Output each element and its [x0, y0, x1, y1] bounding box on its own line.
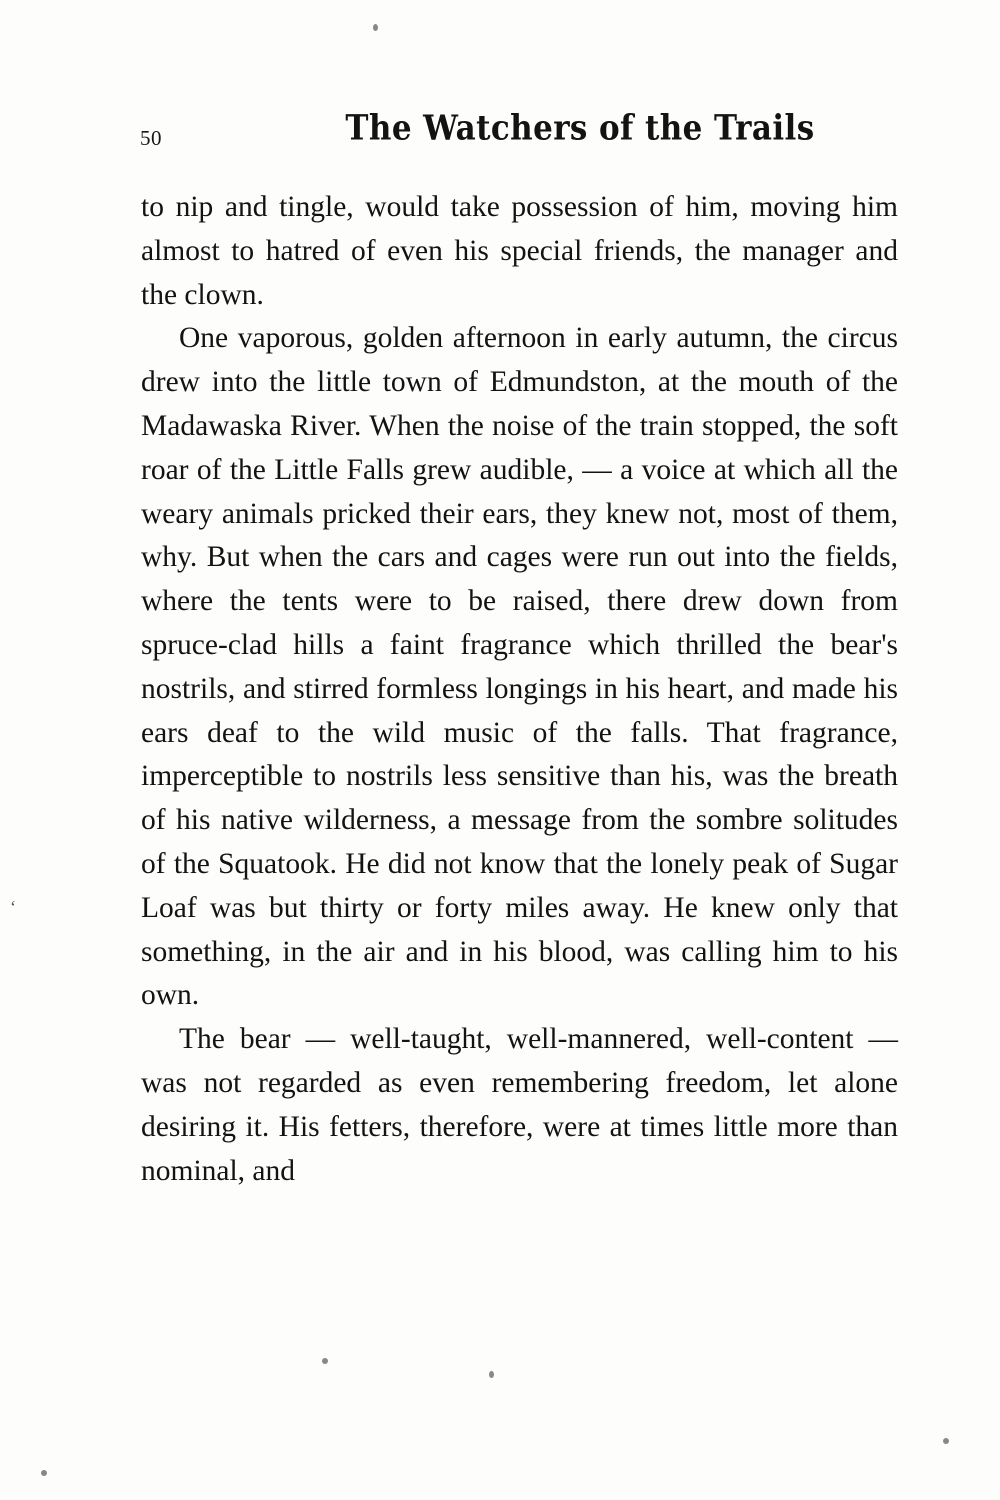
page-header [140, 108, 900, 154]
margin-mark: ‘ [10, 897, 16, 917]
running-title: The Watchers of the Trails [345, 108, 815, 149]
paragraph: One vaporous, golden afternoon in early autumn, the circus drew into the little town of Edmundston, at the mouth of the Madawaska River. When the noise of the train stopped, the soft roar of the Little Falls grew audible, — a voice at which all the weary animals pricked their ears, they knew not, most of them, why. But when the cars and cages were run out into the fields, where the tents were to be raised, there drew down from spruce-clad hills a faint fragrance which thrilled the bear's nostrils, and stirred formless longings in his heart, and made his ears deaf to the wild music of the falls. That fragrance, imperceptible to nostrils less sensitive than his, was the breath of his native wilderness, a message from the sombre solitudes of the Squatook. He did not know that the lonely peak of Sugar Loaf was but thirty or forty miles away. He knew only that something, in the air and in his blood, was calling him to his own. [141, 322, 898, 1012]
paragraph-continuation: to nip and tingle, would take possession of him, moving him almost to hatred of even his special friends, the manager and the clown. [141, 191, 898, 311]
body-text [141, 186, 898, 1193]
scan-speck [41, 1470, 47, 1476]
paragraph: The bear — well-taught, well-mannered, well-content — was not regarded as even remembering freedom, let alone desiring it. His fetters, therefore, were at times little more than nominal, and [141, 1023, 898, 1187]
page-number: 50 [140, 126, 162, 150]
scan-speck [373, 24, 378, 31]
scan-speck [322, 1358, 328, 1364]
scan-speck [943, 1438, 949, 1444]
scan-speck [489, 1371, 494, 1378]
